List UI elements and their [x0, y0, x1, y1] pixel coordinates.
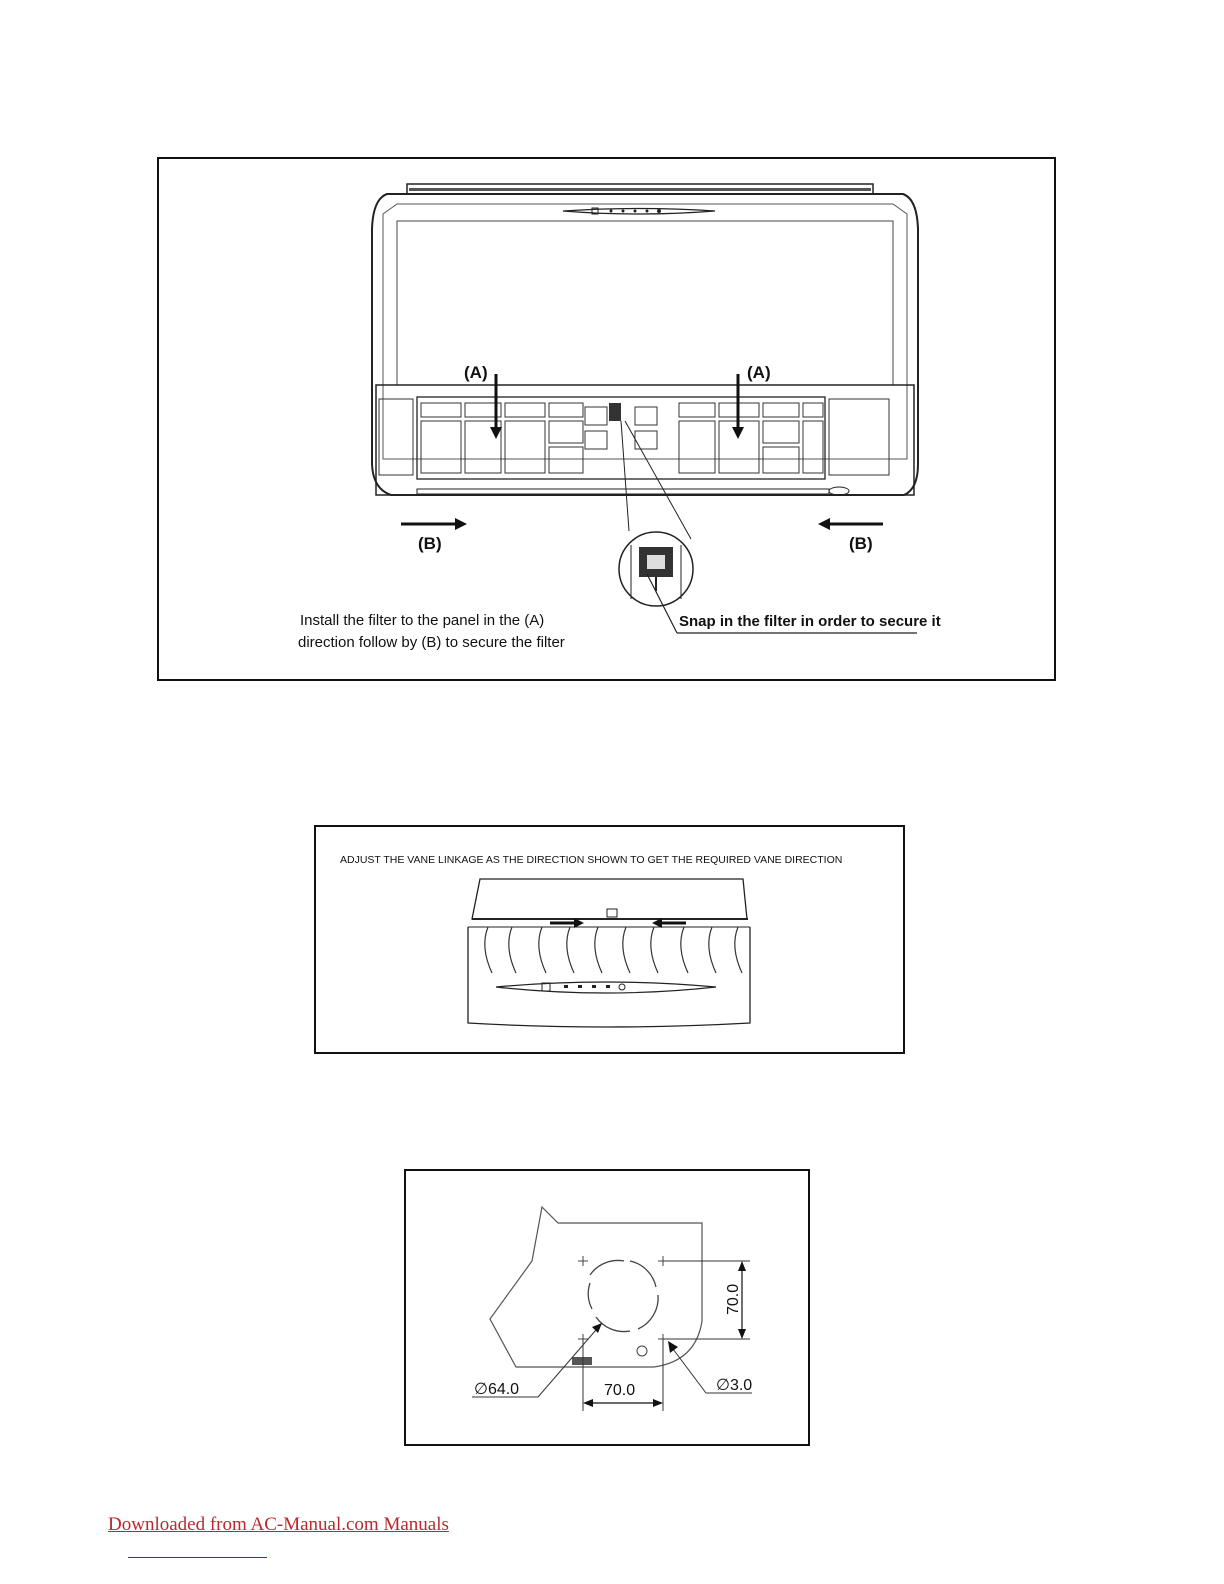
vane-caption: ADJUST THE VANE LINKAGE AS THE DIRECTION SHOWN TO GET THE REQUIRED VANE DIRECTION — [340, 854, 843, 866]
snap-note: Snap in the filter in order to secure it — [679, 613, 941, 630]
vane-linkage-drawing — [316, 827, 907, 1056]
mounting-dimension-figure — [404, 1169, 810, 1446]
filter-install-drawing — [159, 159, 1058, 683]
instruction-line-2: direction follow by (B) to secure the filter — [298, 634, 565, 651]
mounting-dimension-drawing — [406, 1171, 812, 1448]
vane-linkage-figure — [314, 825, 905, 1054]
label-a-left: (A) — [464, 363, 488, 382]
dim-horizontal: 70.0 — [604, 1382, 636, 1399]
dim-hole-diameter: ∅64.0 — [474, 1381, 520, 1398]
dim-vertical: 70.0 — [725, 1283, 742, 1315]
label-b-right: (B) — [849, 534, 873, 553]
instruction-line-1: Install the filter to the panel in the (A) — [300, 612, 545, 629]
label-b-left: (B) — [418, 534, 442, 553]
filter-install-figure — [157, 157, 1056, 681]
label-a-right: (A) — [747, 363, 771, 382]
footer-download-link[interactable]: Downloaded from AC-Manual.com Manuals — [108, 1514, 449, 1535]
dim-screw-diameter: ∅3.0 — [716, 1377, 753, 1394]
footer-divider — [128, 1557, 267, 1558]
